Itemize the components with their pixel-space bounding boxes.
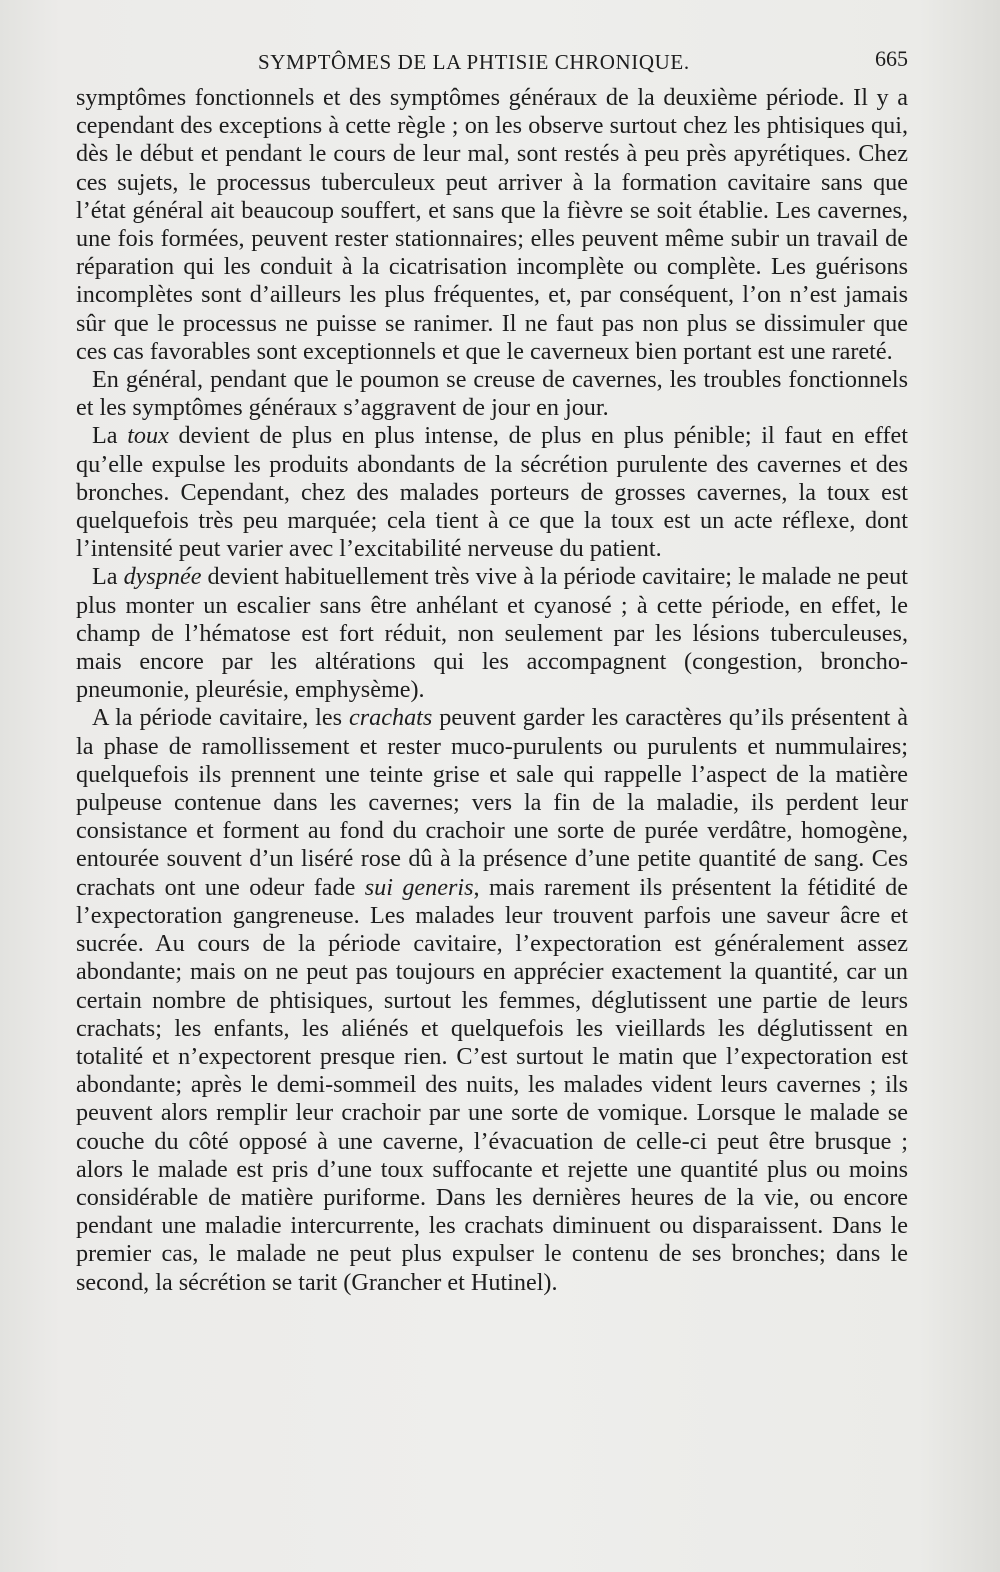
paragraph (76, 563, 908, 704)
paragraph (76, 704, 908, 1296)
paragraph (76, 366, 908, 422)
italic-term: sui generis (364, 873, 474, 901)
page-header (258, 46, 908, 76)
italic-term: crachats (349, 704, 433, 732)
paragraph (76, 422, 908, 563)
running-title: SYMPTÔMES DE LA PHTISIE CHRONIQUE. (258, 50, 690, 74)
text-run: A la période cavitaire, les (92, 704, 349, 732)
body-text (76, 84, 908, 1297)
text-run: devient de plus en plus intense, de plus en plus pénible; il faut en effet qu’elle expulse les produits abondants de la sécrétion purulente des cavernes et des bronches. Cependant, chez des malades porteurs de grosses cavernes, la toux est quelquefois très peu marquée; cela tient à ce que la toux est un acte réflexe, dont l’intensité peut varier avec l’excitabilité nerveuse du patient. (76, 422, 908, 563)
text-run: La (92, 422, 128, 450)
text-run: La (92, 563, 124, 591)
text-run: peuvent garder les caractères qu’ils présentent à la phase de ramollissement et rester muco-purulents ou purulents et nummulaires; quelquefois ils prennent une teinte grise et sale qui rappelle l’aspect de la matière pulpeuse contenue dans les cavernes; vers la fin de la maladie, ils perdent leur consistance et forment au fond du crachoir une sorte de purée verdâtre, homogène, entourée souvent d’un liséré rose dû à la présence d’une petite quantité de sang. Ces crachats ont une odeur fade (76, 704, 908, 901)
italic-term: toux (127, 422, 169, 450)
text-run: symptômes fonctionnels et des symptômes généraux de la deuxième période. Il y a cependant des exceptions à cette règle ; on les observe surtout chez les phtisiques qui, dès le début et pendant le cours de leur mal, sont restés à peu près apyrétiques. Chez ces sujets, le processus tuberculeux peut arriver à la formation cavitaire sans que l’état général ait beaucoup souffert, et sans que la fièvre se soit établie. Les cavernes, une fois formées, peuvent rester stationnaires; elles peuvent même subir un travail de réparation qui les conduit à la cicatrisation incomplète ou complète. Les guérisons incomplètes sont d’ailleurs les plus fréquentes, et, par conséquent, l’on n’est jamais sûr que le processus ne puisse se ranimer. Il ne faut pas non plus se dissimuler que ces cas favorables sont exceptionnels et que le caverneux bien portant est une rareté. (76, 84, 908, 365)
paragraph (76, 84, 908, 366)
text-run: devient habituellement très vive à la période cavitaire; le malade ne peut plus monter un escalier sans être anhélant et cyanosé ; à cette période, en effet, le champ de l’hématose est fort réduit, non seulement par les lésions tuberculeuses, mais encore par les altérations qui les accompagnent (congestion, broncho-pneumonie, pleurésie, emphysème). (76, 563, 908, 704)
text-run: En général, pendant que le poumon se creuse de cavernes, les troubles fonctionnels et les symptômes généraux s’aggravent de jour en jour. (76, 366, 908, 422)
page-number: 665 (875, 46, 908, 71)
italic-term: dyspnée (123, 563, 202, 591)
text-run: , mais rarement ils présentent la fétidité de l’expectoration gangreneuse. Les malades leur trouvent parfois une saveur âcre et sucrée. Au cours de la période cavitaire, l’expectoration est généralement assez abondante; mais on ne peut pas toujours en apprécier exactement la quantité, car un certain nombre de phtisiques, surtout les femmes, déglutissent une partie de leurs crachats; les enfants, les aliénés et quelquefois les vieillards les déglutissent en totalité et n’expectorent presque rien. C’est surtout le matin que l’expectoration est abondante; après le demi-sommeil des nuits, les malades vident leurs cavernes ; ils peuvent alors remplir leur crachoir par une sorte de vomique. Lorsque le malade se couche du côté opposé à une caverne, l’évacuation de celle-ci peut être brusque ; alors le malade est pris d’une toux suffocante et rejette une quantité plus ou moins considérable de matière puriforme. Dans les dernières heures de la vie, ou encore pendant une maladie intercurrente, les crachats diminuent ou disparaissent. Dans le premier cas, le malade ne peut plus expulser le contenu de ses bronches; dans le second, la sécrétion se tarit (Grancher et Hutinel). (76, 873, 908, 1296)
